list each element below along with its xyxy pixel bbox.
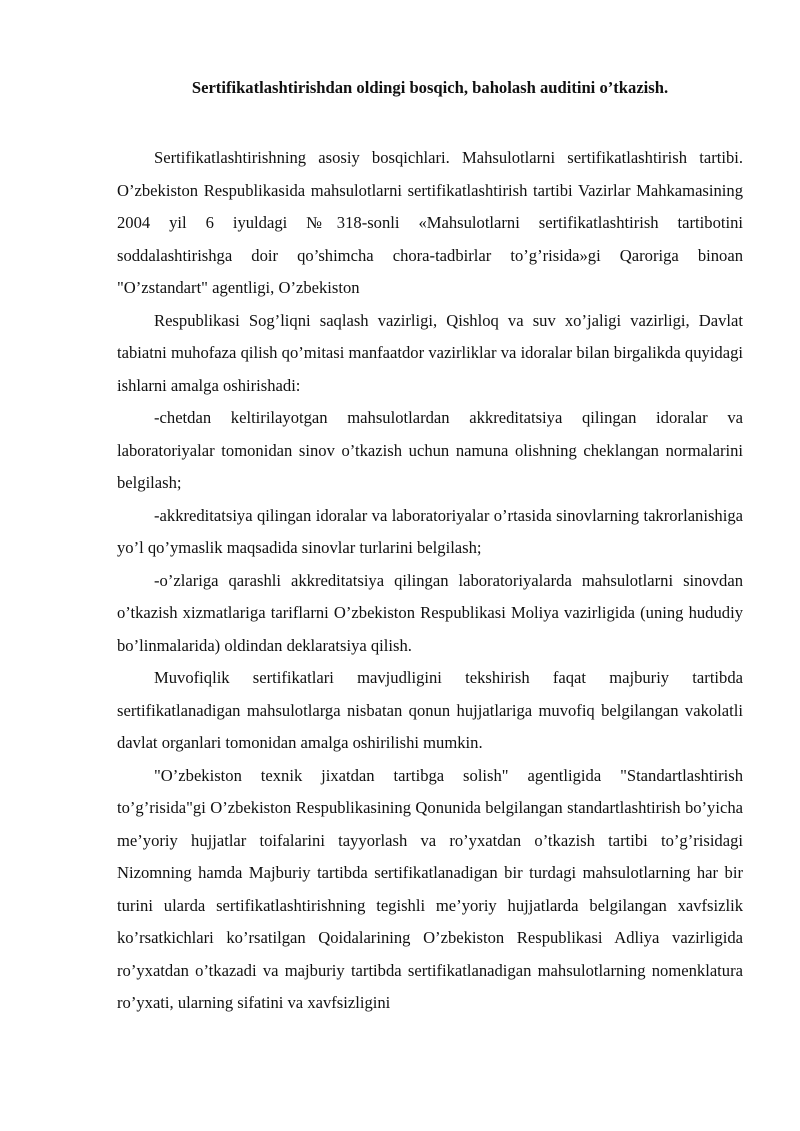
paragraph-2: Respublikasi Sog’liqni saqlash vazirligi, Qishloq va suv xo’jaligi vazirligi, Davlat tabiatni muhofaza qilish qo’mitasi manfaatdor vazirliklar va idoralar bilan birgalikda quyidagi ishlarni amalga oshirishadi: xyxy=(117,310,743,395)
paragraph-5: -o’zlariga qarashli akkreditatsiya qilingan laboratoriyalarda mahsulotlarni sinovdan o’tkazish xizmatlariga tariflarni O’zbekiston Respublikasi Moliya vazirligida (uning hududiy bo’linmalarida) oldindan deklaratsiya qilish. xyxy=(117,570,743,655)
document-page xyxy=(117,72,743,1020)
paragraph-4: -akkreditatsiya qilingan idoralar va laboratoriyalar o’rtasida sinovlarning takrorlanishiga yo’l qo’ymaslik maqsadida sinovlar turlarini belgilash; xyxy=(117,505,743,557)
document-title: Sertifikatlashtirishdan oldingi bosqich, baholash auditini o’tkazish. xyxy=(191,78,669,97)
paragraph-7: "O’zbekiston texnik jixatdan tartibga solish" agentligida "Standartlashtirish to’g’risida"gi O’zbekiston Respublikasining Qonunida belgilangan standartlashtirish bo’yicha me’yoriy hujjatlar toifalarini tayyorlash va ro’yxatdan o’tkazish tartibi to’g’risidagi Nizomning hamda Majburiy tartibda sertifikatlanadigan bir turdagi mahsulotlarning har bir turini ularda sertifikatlashtirishning tegishli me’yoriy hujjatlarda belgilangan xavfsizlik ko’rsatkichlari ko’rsatilgan Qoidalarining O’zbekiston Respublikasi Adliya vazirligida ro’yxatdan o’tkazadi va majburiy tartibda sertifikatlanadigan mahsulotlarning nomenklatura ro’yxati, ularning sifatini va xavfsizligini xyxy=(117,765,743,1012)
paragraph-1: Sertifikatlashtirishning asosiy bosqichlari. Mahsulotlarni sertifikatlashtirish tartibi. O’zbekiston Respublikasida mahsulotlarni sertifikatlashtirish tartibi Vazirlar Mahkamasining 2004 yil 6 iyuldagi №318-sonli «Mahsulotlarni sertifikatlashtirish tartibotini soddalashtirishga doir qo’shimcha chora-tadbirlar to’g’risida»gi Qaroriga binoan "O’zstandart" agentligi, O’zbekiston xyxy=(117,148,743,297)
paragraph-6: Muvofiqlik sertifikatlari mavjudligini tekshirish faqat majburiy tartibda sertifikatlanadigan mahsulotlarga nisbatan qonun hujjatlariga muvofiq belgilangan vakolatli davlat organlari tomonidan amalga oshirilishi mumkin. xyxy=(117,668,743,752)
paragraph-3: -chetdan keltirilayotgan mahsulotlardan akkreditatsiya qilingan idoralar va laboratoriyalar tomonidan sinov o’tkazish uchun namuna olishning cheklangan normalarini belgilash; xyxy=(117,408,743,492)
